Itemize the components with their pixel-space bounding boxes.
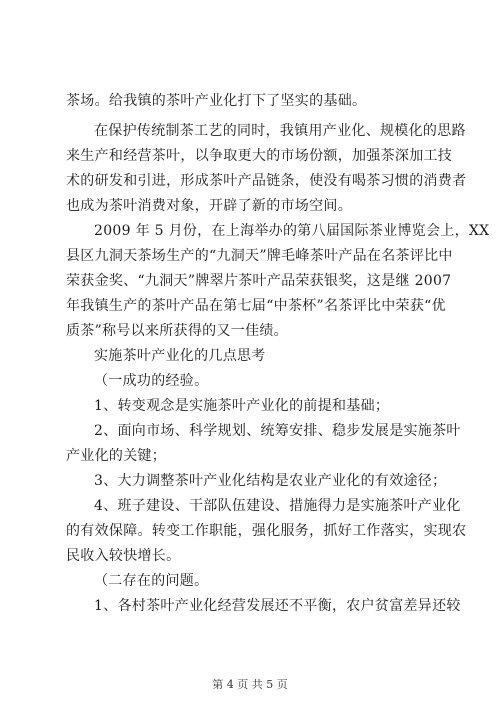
- list-item-continuation: 的有效保障。转变工作职能，强化服务，抓好工作落实，实现农: [66, 523, 467, 539]
- list-item: 4、班子建设、干部队伍建设、措施得力是实施茶叶产业化: [94, 498, 461, 514]
- subsection-heading: （一成功的经验。: [94, 373, 209, 389]
- paragraph-line: 质茶”称号以来所获得的又一佳绩。: [66, 323, 288, 339]
- paragraph-line: 2009 年 5 月份，在上海举办的第八届国际茶业博览会上，XX: [94, 223, 490, 239]
- paragraph-line: 荣获金奖、“九洞天”牌翠片茶叶产品荣获银奖，这是继 2007: [66, 273, 452, 289]
- page-number-footer: 第 4 页 共 5 页: [212, 678, 288, 691]
- list-item: 3、大力调整茶叶产业化结构是农业产业化的有效途径；: [94, 473, 447, 489]
- list-item-continuation: 民收入较快增长。: [66, 548, 181, 564]
- subsection-heading: （二存在的问题。: [94, 573, 209, 589]
- paragraph-line: 来生产和经营茶叶，以争取更大的市场份额，加强茶深加工技: [66, 148, 453, 164]
- list-item: 2、面向市场、科学规划、统筹安排、稳步发展是实施茶叶: [94, 423, 461, 439]
- list-item: 1、转变观念是实施茶叶产业化的前提和基础；: [94, 398, 390, 414]
- list-item: 1、各村茶叶产业化经营发展还不平衡，农户贫富差异还较: [94, 598, 461, 614]
- paragraph-line: 也成为茶叶消费对象，开辟了新的市场空间。: [66, 198, 352, 214]
- paragraph-line: 术的研发和引进，形成茶叶产品链条，使没有喝茶习惯的消费者: [66, 173, 467, 189]
- paragraph-line: 茶场。给我镇的茶叶产业化打下了坚实的基础。: [66, 93, 367, 109]
- list-item-continuation: 产业化的关键；: [66, 448, 167, 464]
- section-heading: 实施茶叶产业化的几点思考: [94, 348, 266, 364]
- paragraph-line: 在保护传统制茶工艺的同时，我镇用产业化、规模化的思路: [94, 123, 466, 139]
- paragraph-line: 县区九洞天茶场生产的“九洞天”牌毛峰茶叶产品在名茶评比中: [66, 248, 453, 264]
- paragraph-line: 年我镇生产的茶叶产品在第七届“中茶杯”名茶评比中荣获“优: [66, 298, 446, 314]
